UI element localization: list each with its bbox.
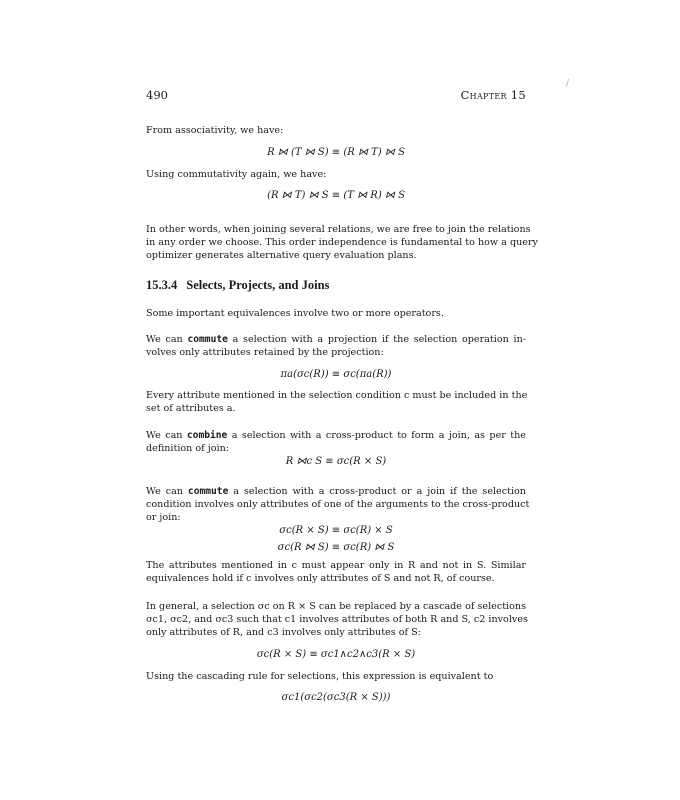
keyword-combine: combine xyxy=(186,430,228,441)
paragraph-commute-selection-cross-line-2: condition involves only attributes of one of the arguments to the cross-product xyxy=(146,499,530,510)
paragraph-using-cascade: Using the cascading rule for selections, this expression is equivalent to xyxy=(146,671,494,682)
equation-selection-join: σc(R ⋈ S) ≡ σc(R) ⋈ S xyxy=(277,542,395,553)
paragraph-commute-selection-cross-line-3: or join: xyxy=(146,512,181,523)
paragraph-order-line-1: In other words, when joining several relations, we are free to join the relations xyxy=(146,224,531,235)
paragraph-attributes-line-1: The attributes mentioned in c must appear only in R and not in S. Similar xyxy=(146,560,526,571)
equation-cascade: σc(R × S) ≡ σc1∧c2∧c3(R × S) xyxy=(256,649,416,660)
paragraph-combine: We can combine a selection with a cross-product to form a join, as per the xyxy=(146,430,526,441)
paragraph-commute-selection-cross: We can commute a selection with a cross-product or a join if the selection xyxy=(146,486,526,497)
section-heading xyxy=(146,278,329,293)
paragraph-associativity: From associativity, we have: xyxy=(146,125,284,136)
paragraph-commutativity: Using commutativity again, we have: xyxy=(146,169,327,180)
keyword-commute-2: commute xyxy=(187,486,229,497)
corner-mark: / xyxy=(566,79,570,89)
chapter-label: Chapter 15 xyxy=(460,88,526,102)
paragraph-order-line-3: optimizer generates alternative query evaluation plans. xyxy=(146,250,417,261)
paragraph-commute-selection-projection: We can commute a selection with a projection if the selection operation in- xyxy=(146,334,526,345)
section-number: 15.3.4 xyxy=(146,278,178,292)
paragraph-combine-line-2: definition of join: xyxy=(146,443,229,454)
equation-associativity: R ⋈ (T ⋈ S) ≡ (R ⋈ T) ⋈ S xyxy=(267,147,405,158)
equation-projection-selection: πa(σc(R)) ≡ σc(πa(R)) xyxy=(280,369,392,380)
running-header xyxy=(146,88,526,104)
paragraph-general-line-3: only attributes of R, and c3 involves only attributes of S: xyxy=(146,627,421,638)
equation-join-definition: R ⋈c S ≡ σc(R × S) xyxy=(285,456,387,467)
keyword-commute: commute xyxy=(187,334,228,345)
equation-selection-cross: σc(R × S) ≡ σc(R) × S xyxy=(279,525,393,536)
paragraph-general-line-1: In general, a selection σc on R × S can be replaced by a cascade of selections xyxy=(146,601,526,612)
paragraph-every-line-2: set of attributes a. xyxy=(146,403,236,414)
paragraph-every-line-1: Every attribute mentioned in the selection condition c must be included in the xyxy=(146,390,528,401)
paragraph-general-line-2: σc1, σc2, and σc3 such that c1 involves attributes of both R and S, c2 involves xyxy=(146,614,528,625)
paragraph-commute-selection-projection-line-2: volves only attributes retained by the projection: xyxy=(146,347,384,358)
section-title: Selects, Projects, and Joins xyxy=(186,278,330,292)
equation-commutativity: (R ⋈ T) ⋈ S ≡ (T ⋈ R) ⋈ S xyxy=(267,190,405,201)
paragraph-order-line-2: in any order we choose. This order independence is fundamental to how a query xyxy=(146,237,538,248)
page-number: 490 xyxy=(146,88,168,102)
equation-final: σc1(σc2(σc3(R × S))) xyxy=(281,692,391,703)
paragraph-attributes-line-2: equivalences hold if c involves only attributes of S and not R, of course. xyxy=(146,573,495,584)
paragraph-intro: Some important equivalences involve two or more operators. xyxy=(146,308,444,319)
